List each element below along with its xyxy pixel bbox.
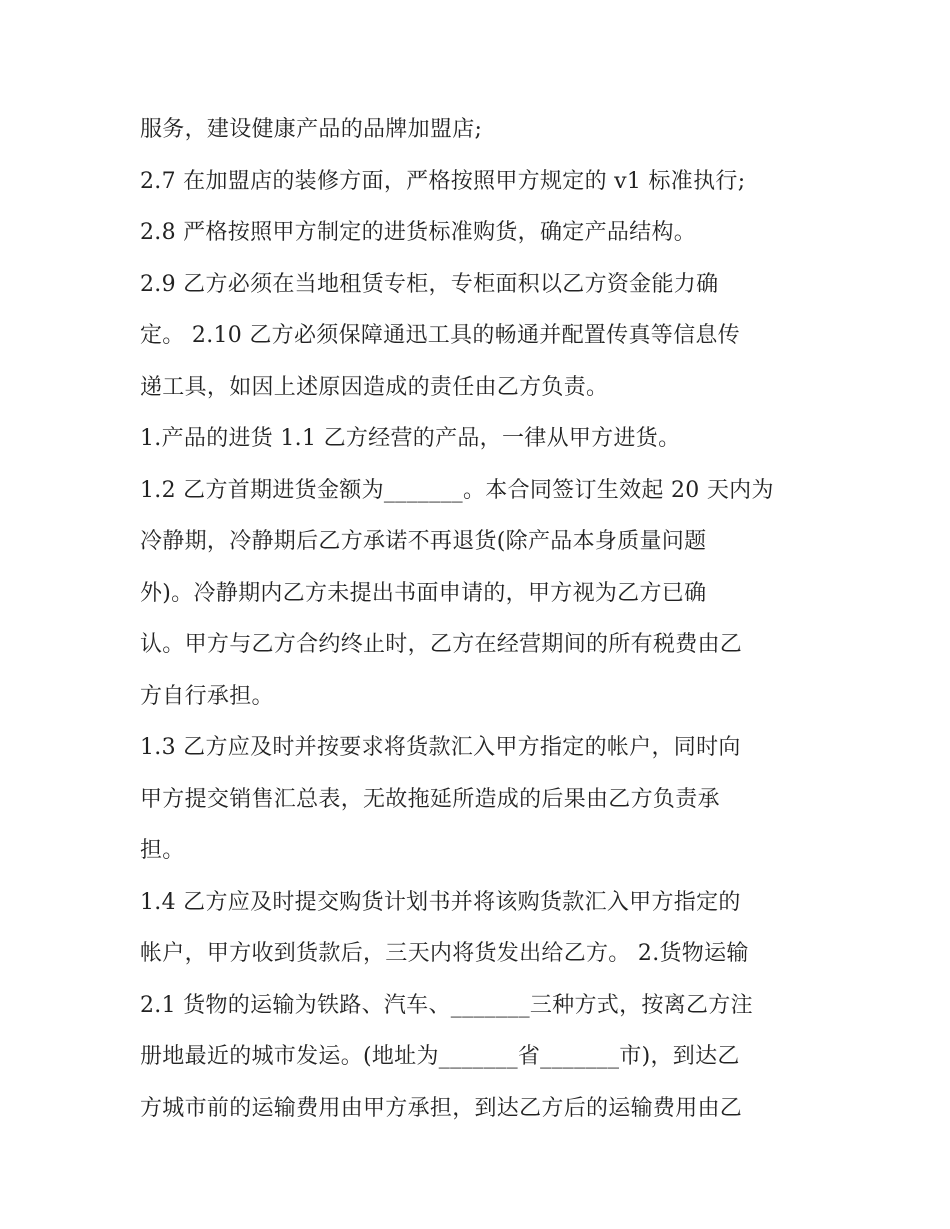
text-line: 方城市前的运输费用由甲方承担，到达乙方后的运输费用由乙 <box>140 1095 743 1121</box>
text-line: 2.8 严格按照甲方制定的进货标准购货，确定产品结构。 <box>140 220 697 245</box>
text-line: 2.1 货物的运输为铁路、汽车、_______三种方式，按离乙方注 <box>140 992 753 1018</box>
text-line: 方自行承担。 <box>140 683 274 709</box>
text-line: 定。 2.10 乙方必须保障通迅工具的畅通并配置传真等信息传 <box>140 323 740 348</box>
text-line: 2.9 乙方必须在当地租赁专柜，专柜面积以乙方资金能力确 <box>140 271 719 297</box>
text-line: 认。甲方与乙方合约终止时，乙方在经营期间的所有税费由乙 <box>140 632 743 657</box>
text-line: 服务，建设健康产品的品牌加盟店; <box>140 117 483 142</box>
text-line: 1.2 乙方首期进货金额为_______。本合同签订生效起 20 天内为 <box>140 477 774 503</box>
text-line: 1.4 乙方应及时提交购货计划书并将该购货款汇入甲方指定的 <box>140 889 741 915</box>
text-line: 1.3 乙方应及时并按要求将货款汇入甲方指定的帐户，同时向 <box>140 735 741 760</box>
text-line: 甲方提交销售汇总表，无故拖延所造成的后果由乙方负责承 <box>140 786 720 812</box>
document-body <box>140 104 830 1134</box>
text-line: 册地最近的城市发运。(地址为_______省_______市)，到达乙 <box>140 1044 740 1069</box>
text-line: 2.7 在加盟店的装修方面，严格按照甲方规定的 v1 标准执行; <box>140 168 746 194</box>
text-line: 担。 <box>140 838 185 863</box>
text-line: 外)。冷静期内乙方未提出书面申请的，甲方视为乙方已确 <box>140 580 707 606</box>
text-line: 帐户，甲方收到货款后，三天内将货发出给乙方。 2.货物运输 <box>140 941 749 966</box>
text-line: 递工具，如因上述原因造成的责任由乙方负责。 <box>140 374 609 400</box>
text-line: 1.产品的进货 1.1 乙方经营的产品，一律从甲方进货。 <box>140 426 681 451</box>
text-line: 冷静期，冷静期后乙方承诺不再退货(除产品本身质量问题 <box>140 529 707 554</box>
